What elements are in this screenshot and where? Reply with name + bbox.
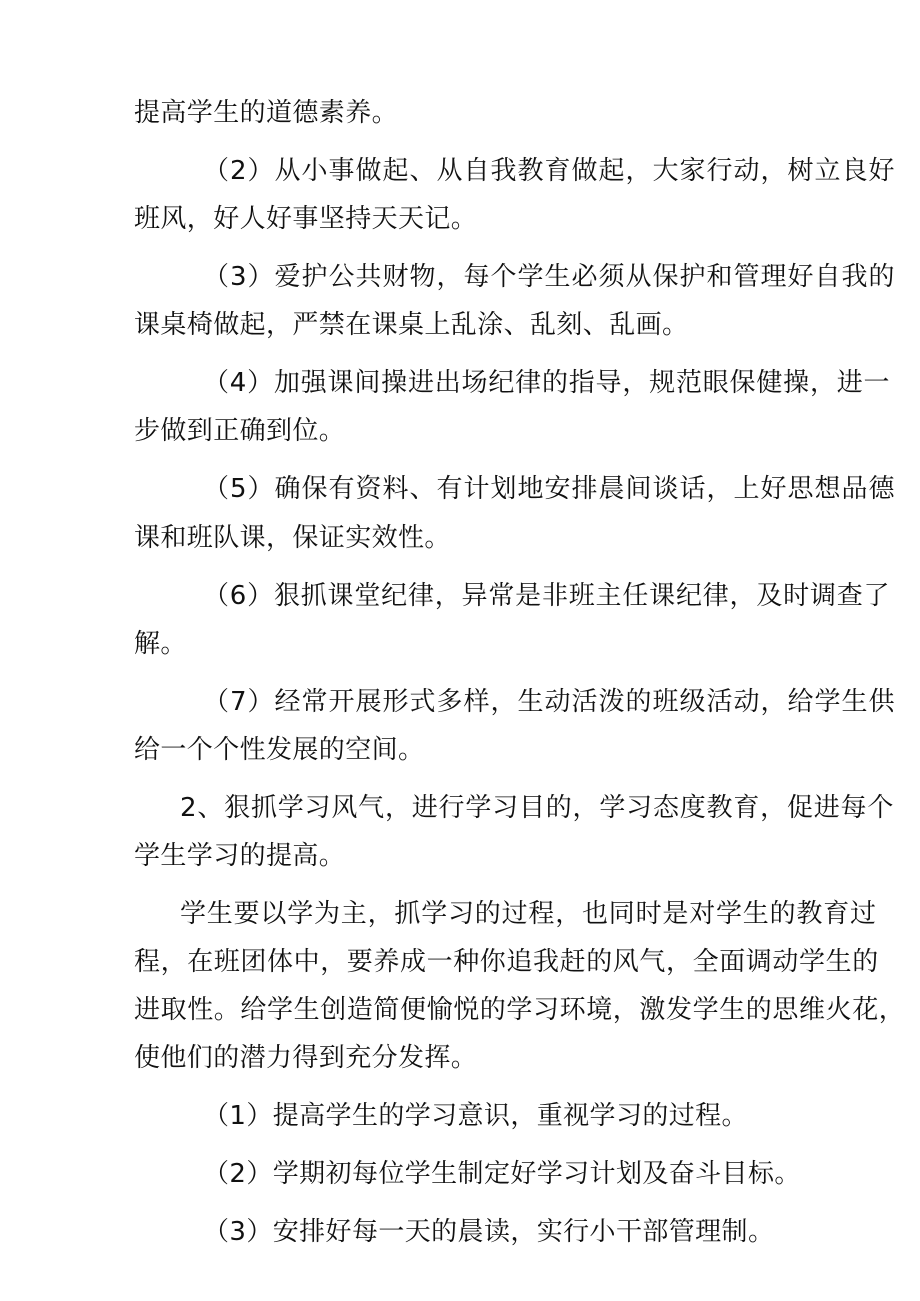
list-item-start: （7）经常开展形式多样，生动活泼的班级活动，给学生供 — [203, 687, 896, 717]
text-line: 课桌椅做起，严禁在课桌上乱涂、乱刻、乱画。 — [134, 310, 689, 340]
text-line: 进取性。给学生创造简便愉悦的学习环境，激发学生的思维火花， — [134, 995, 906, 1025]
paragraph-start: 学生要以学为主，抓学习的过程，也同时是对学生的教育过 — [180, 899, 877, 929]
text-line: 班风，好人好事坚持天天记。 — [134, 204, 478, 234]
text-line: 给一个个性发展的空间。 — [134, 735, 425, 765]
list-item-start: （1）提高学生的学习意识，重视学习的过程。 — [203, 1101, 748, 1131]
list-item-start: （3）爱护公共财物，每个学生必须从保护和管理好自我的 — [203, 262, 896, 292]
list-item-start: （2）学期初每位学生制定好学习计划及奋斗目标。 — [203, 1159, 801, 1189]
text-line: 解。 — [134, 629, 187, 659]
text-line: 步做到正确到位。 — [134, 416, 346, 446]
text-line: 学生学习的提高。 — [134, 841, 346, 871]
list-item-start: （6）狠抓课堂纪律，异常是非班主任课纪律，及时调查了 — [203, 581, 891, 611]
text-line: 提高学生的道德素养。 — [134, 98, 399, 128]
text-line: 课和班队课，保证实效性。 — [134, 523, 451, 553]
text-line: 程，在班团体中，要养成一种你追我赶的风气，全面调动学生的 — [134, 947, 879, 977]
list-item-start: （5）确保有资料、有计划地安排晨间谈话，上好思想品德 — [203, 474, 896, 504]
list-item-start: （3）安排好每一天的晨读，实行小干部管理制。 — [203, 1217, 775, 1247]
list-item-start: （4）加强课间操进出场纪律的指导，规范眼保健操，进一 — [203, 368, 891, 398]
section-heading: 2、狠抓学习风气，进行学习目的，学习态度教育，促进每个 — [180, 793, 895, 823]
list-item-start: （2）从小事做起、从自我教育做起，大家行动，树立良好 — [203, 156, 896, 186]
text-line: 使他们的潜力得到充分发挥。 — [134, 1043, 478, 1073]
